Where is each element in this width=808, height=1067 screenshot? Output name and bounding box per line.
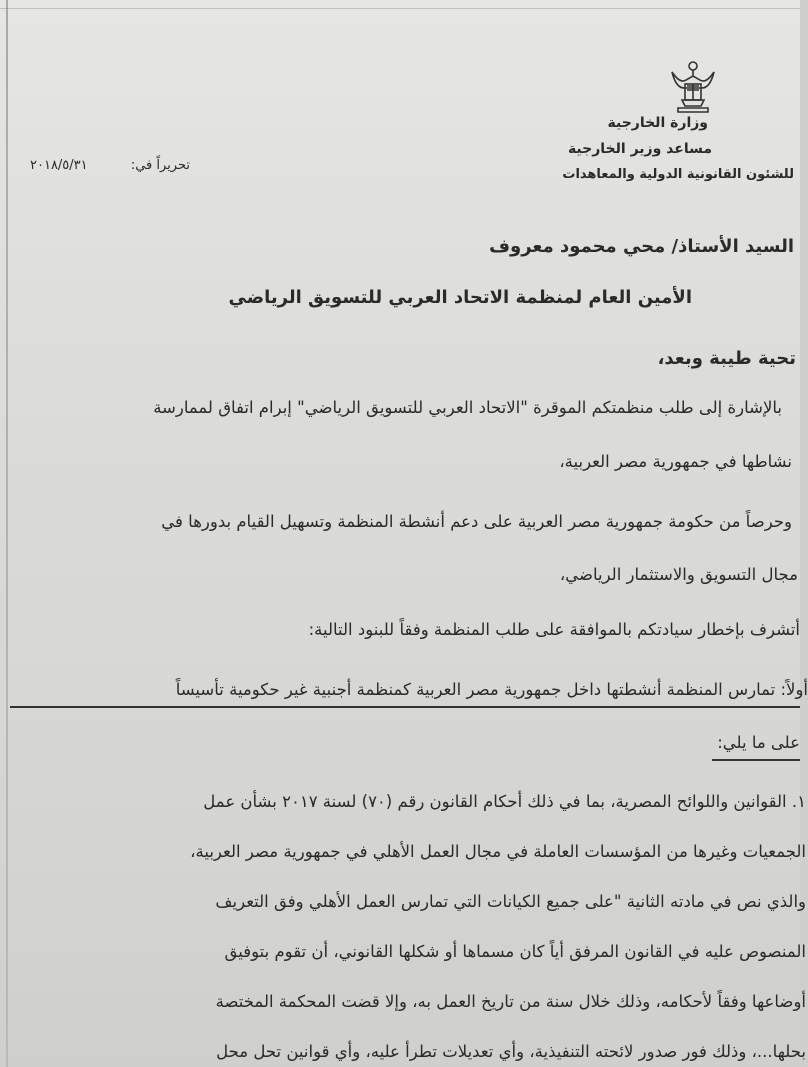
- clause-1-line-1: أولاً: تمارس المنظمة أنشطتها داخل جمهورية مصر العربية كمنظمة أجنبية غير حكومية تأسيساً: [175, 680, 808, 699]
- item-1-line-6: بحلها...، وذلك فور صدور لائحته التنفيذية، وأي تعديلات تطرأ عليه، وأي قوانين تحل محل: [216, 1042, 806, 1061]
- office-title: مساعد وزير الخارجية: [567, 141, 712, 157]
- paragraph-3: أتشرف بإخطار سيادتكم بالموافقة على طلب المنظمة وفقاً للبنود التالية:: [308, 620, 800, 639]
- ministry-name: وزارة الخارجية: [607, 115, 708, 131]
- page-edge-shadow: [6, 0, 8, 1067]
- clause-1-line-2: على ما يلي:: [717, 733, 800, 752]
- item-1-line-3: والذي نص في مادته الثانية "على جميع الكيانات التي تمارس العمل الأهلي وفق التعريف: [215, 892, 806, 911]
- paragraph-1-line-2: نشاطها في جمهورية مصر العربية،: [559, 452, 792, 471]
- item-1-line-4: المنصوص عليه في القانون المرفق أياً كان مسماها أو شكلها القانوني، أن تقوم بتوفيق: [224, 942, 806, 961]
- addressee-title: الأمين العام لمنظمة الاتحاد العربي للتسويق الرياضي: [228, 287, 692, 308]
- page-top-edge: [0, 8, 800, 9]
- eagle-emblem-icon: [668, 58, 718, 114]
- item-1-line-2: الجمعيات وغيرها من المؤسسات العاملة في مجال العمل الأهلي في جمهورية مصر العربية،: [190, 842, 806, 861]
- clause-1-underline: [10, 706, 800, 708]
- office-subtitle: للشئون القانونية الدولية والمعاهدات: [562, 167, 794, 182]
- item-1-line-1: ١. القوانين واللوائح المصرية، بما في ذلك أحكام القانون رقم (٧٠) لسنة ٢٠١٧ بشأن عمل: [203, 792, 806, 811]
- date-value: ٢٠١٨/٥/٣١: [30, 158, 88, 173]
- clause-1-line-2-underline: [712, 759, 800, 761]
- item-1-line-5: أوضاعها وفقاً لأحكامه، وذلك خلال سنة من تاريخ العمل به، وإلا قضت المحكمة المختصة: [215, 992, 806, 1011]
- date-label: تحريراً في:: [130, 158, 190, 173]
- paragraph-2-line-2: مجال التسويق والاستثمار الرياضي،: [559, 565, 798, 584]
- greeting: تحية طيبة وبعد،: [657, 348, 796, 369]
- addressee-name: السيد الأستاذ/ محي محمود معروف: [489, 236, 794, 257]
- paragraph-2-line-1: وحرصاً من حكومة جمهورية مصر العربية على دعم أنشطة المنظمة وتسهيل القيام بدورها في: [161, 512, 792, 531]
- paragraph-1-line-1: بالإشارة إلى طلب منظمتكم الموقرة "الاتحاد العربي للتسويق الرياضي" إبرام اتفاق لممارسة: [153, 398, 782, 417]
